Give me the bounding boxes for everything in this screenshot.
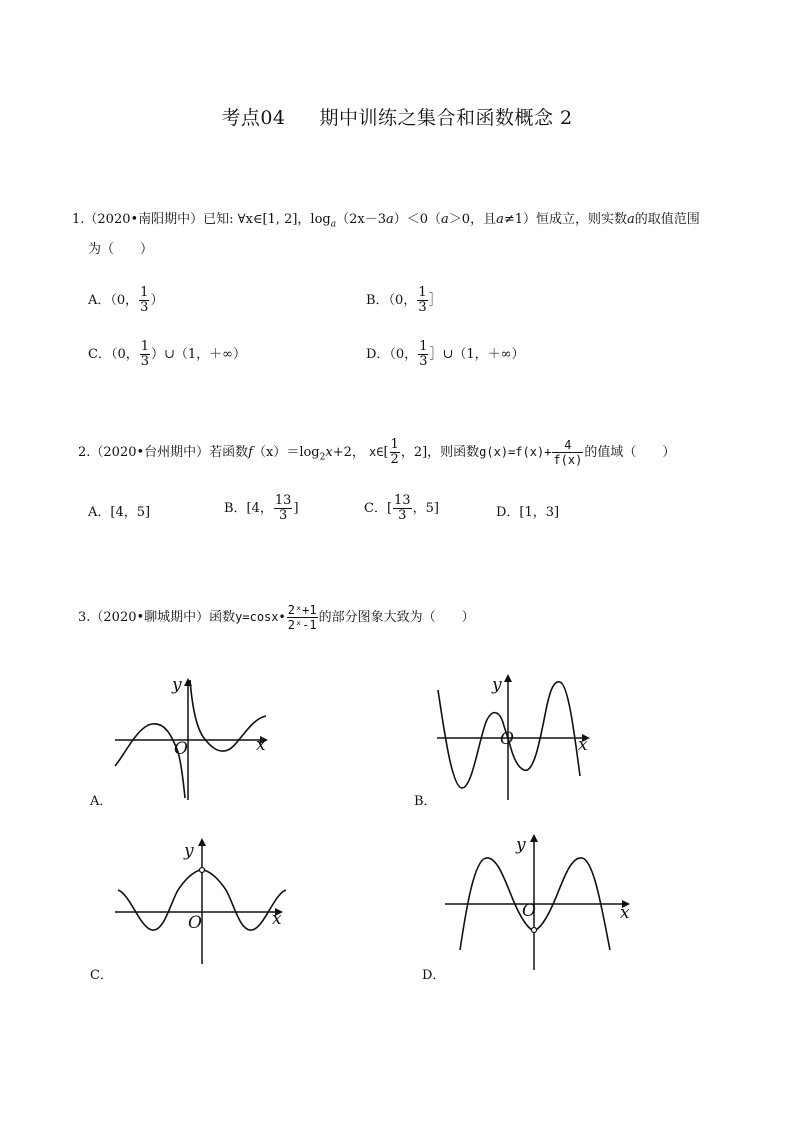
question-2: 2.（2020•台州期中）若函数$f(x)=\log_2x+2$， x∈[ $\frac{1}{2}$ ，2]，则函数g(x)=f(x)+ $\frac{4}{f(x)}$ 的值域（ ） [78,437,676,467]
origin-label: O [188,913,202,933]
graph-b[interactable] [432,670,597,804]
fraction: $\frac{1}{3}$ [140,285,149,315]
graph-a-label: A． [90,794,113,809]
graph-d-label: D． [422,968,446,983]
curve [115,724,185,798]
y-axis-arrow [198,838,206,846]
axis-label-x: x [256,735,266,755]
title-part2: 期中训练之集合和函数概念 2 [319,107,573,129]
q1-option-d[interactable]: D．（0， $\frac{1}{3}$ ］∪（1，＋∞） [366,339,525,369]
axis-label-y: y [492,675,502,695]
q2-option-a[interactable]: A．[4，5] [88,505,151,520]
graph-a[interactable] [110,674,275,804]
fraction: $\frac{1}{3}$ [419,339,428,369]
q1-option-a[interactable]: A．（0， $\frac{1}{3}$ ） [88,285,164,315]
fraction: $\frac{13}{3}$ [274,493,292,523]
fraction: $\frac{4}{f(x)}$ [553,438,583,467]
graph-c[interactable] [110,834,290,968]
fraction: $\frac{\text{2ˣ+1}}{\text{2ˣ-1}}$ [287,603,317,632]
axis-label-x: x [578,735,588,755]
fraction: $\frac{13}{3}$ [394,493,411,523]
axis-label-y: y [516,835,526,855]
axis-label-x: x [620,903,630,923]
y-axis-arrow [530,834,538,842]
origin-label: O [500,729,514,749]
graph-c-label: C． [90,968,113,983]
fraction: $\frac{1}{2}$ [390,437,399,467]
fraction: $\frac{1}{3}$ [418,285,427,315]
graph-b-label: B． [414,794,437,809]
question-3: 3.（2020•聊城期中）函数y=cosx• $\frac{\text{2ˣ+1}}{\text{2ˣ-1}}$ 的部分图象大致为（ ） [78,603,475,632]
question-1-line2: 为（ ） [88,242,154,257]
q1-option-b[interactable]: B．（0， $\frac{1}{3}$ ］ [366,285,442,315]
question-1-line1: 1.（2020•南阳期中）已知: ∀x∈[1, 2]，$\log_a(2x-3a)<0(a>0$，且a≠1）恒成立，则实数a的取值范围 [72,212,700,230]
axis-label-y: y [172,675,182,695]
q2-option-b[interactable]: B．[4， $\frac{13}{3}$ ] [224,493,299,523]
q1-option-c[interactable]: C．（0， $\frac{1}{3}$ ）∪（1，＋∞） [88,339,246,369]
q2-option-d[interactable]: D．[1，3] [496,505,560,520]
axis-label-x: x [272,909,282,929]
open-point [532,928,537,933]
curve [508,682,580,776]
q2-option-c[interactable]: C．[ $\frac{13}{3}$ ，5] [364,493,439,523]
open-point [200,868,205,873]
page-title [0,103,794,130]
curve [438,690,508,788]
title-part1: 考点04 [221,107,286,129]
y-axis-arrow [504,674,512,682]
fraction: $\frac{1}{3}$ [140,339,149,369]
graph-d[interactable] [440,830,636,974]
origin-label: O [522,901,536,921]
axis-label-y: y [184,841,194,861]
origin-label: O [174,739,188,759]
